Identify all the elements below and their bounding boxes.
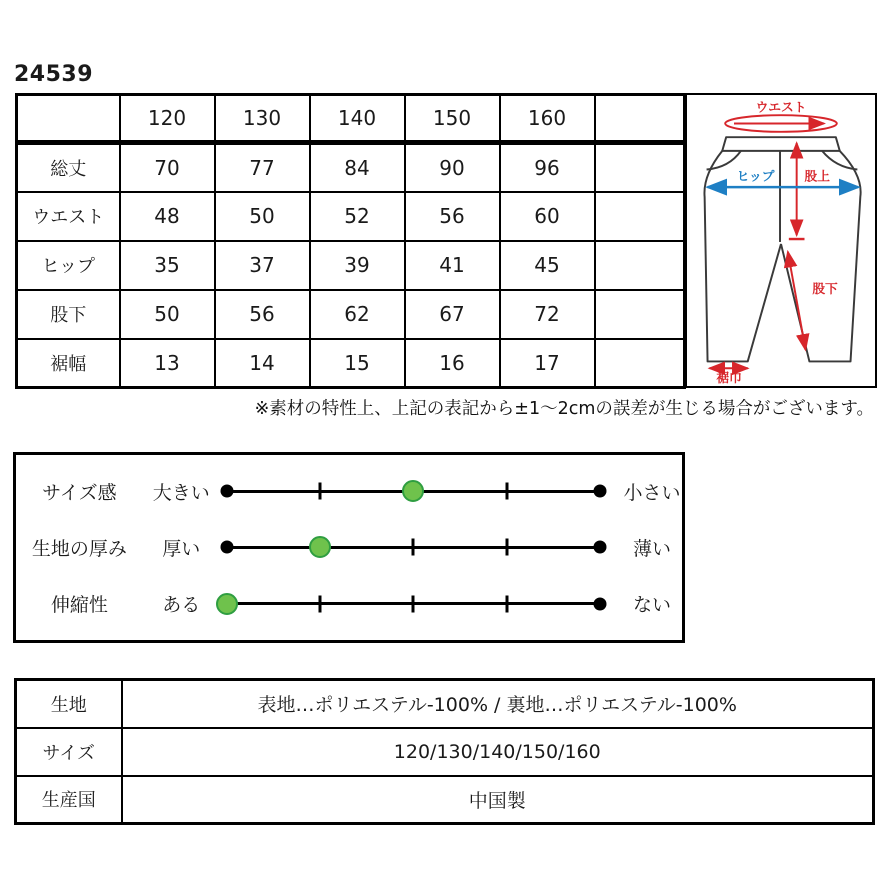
measure-value: 50 — [120, 290, 215, 339]
size-column-header-empty — [595, 95, 685, 143]
measure-value: 77 — [215, 143, 310, 192]
table-row — [17, 290, 685, 339]
size-column-header: 160 — [500, 95, 595, 143]
measure-label: 裾幅 — [17, 339, 120, 388]
detail-label: 生地 — [16, 680, 122, 728]
measure-label: ヒップ — [17, 241, 120, 290]
slider-left-label: ある — [162, 594, 201, 617]
table-row — [16, 680, 874, 728]
slider-left-label: 厚い — [162, 537, 201, 560]
detail-value: 120/130/140/150/160 — [122, 728, 874, 776]
measure-value: 17 — [500, 339, 595, 388]
measure-value: 13 — [120, 339, 215, 388]
measure-value-empty — [595, 143, 685, 192]
measure-value: 60 — [500, 192, 595, 241]
slider-track — [227, 477, 600, 505]
size-column-header: 130 — [215, 95, 310, 143]
slider-tick — [412, 539, 415, 556]
inseam-arrow — [788, 252, 806, 350]
slider-endpoint-dot — [594, 541, 607, 554]
slider-category-label: サイズ感 — [42, 481, 117, 504]
slider-endpoint-dot — [594, 597, 607, 610]
slider-tick — [319, 595, 322, 612]
product-details-table — [14, 678, 875, 825]
measure-value: 96 — [500, 143, 595, 192]
slider-tick — [505, 483, 508, 500]
table-row — [17, 143, 685, 192]
measure-value: 56 — [405, 192, 500, 241]
table-row — [17, 339, 685, 388]
size-table-corner-cell — [17, 95, 120, 143]
inseam-label: 股下 — [812, 280, 838, 296]
table-row — [17, 192, 685, 241]
slider-row-stretch — [16, 584, 682, 624]
waist-label: ウエスト — [755, 99, 807, 115]
measure-value: 84 — [310, 143, 405, 192]
measure-value: 48 — [120, 192, 215, 241]
hem-width-label: 裾巾 — [716, 369, 742, 385]
slider-endpoint-dot — [220, 541, 233, 554]
slider-right-label: ない — [633, 594, 672, 617]
measure-value: 72 — [500, 290, 595, 339]
measure-value: 39 — [310, 241, 405, 290]
product-code: 24539 — [14, 62, 94, 87]
size-column-header: 120 — [120, 95, 215, 143]
tolerance-note: ※素材の特性上、上記の表記から±1〜2cmの誤差が生じる場合がございます。 — [254, 399, 874, 419]
measure-value-empty — [595, 192, 685, 241]
detail-label: サイズ — [16, 728, 122, 776]
slider-category-label: 伸縮性 — [50, 594, 108, 617]
measure-value: 56 — [215, 290, 310, 339]
slider-tick — [505, 539, 508, 556]
slider-row-size-feel — [16, 471, 682, 511]
measure-value: 15 — [310, 339, 405, 388]
size-column-header: 140 — [310, 95, 405, 143]
attribute-sliders-panel — [13, 452, 685, 643]
slider-tick — [319, 483, 322, 500]
measure-value-empty — [595, 241, 685, 290]
measure-value: 62 — [310, 290, 405, 339]
slider-row-fabric-thickness — [16, 527, 682, 567]
table-row — [16, 776, 874, 824]
slider-marker — [309, 536, 331, 558]
slider-tick — [505, 595, 508, 612]
measure-value: 35 — [120, 241, 215, 290]
slider-category-label: 生地の厚み — [31, 537, 127, 560]
measure-value-empty — [595, 339, 685, 388]
detail-value: 表地…ポリエステル-100% / 裏地…ポリエステル-100% — [122, 680, 874, 728]
measure-value: 90 — [405, 143, 500, 192]
hip-label: ヒップ — [736, 168, 775, 184]
slider-marker — [216, 593, 238, 615]
measure-label: 股下 — [17, 290, 120, 339]
measure-value-empty — [595, 290, 685, 339]
slider-tick — [412, 595, 415, 612]
measure-value: 67 — [405, 290, 500, 339]
measure-value: 16 — [405, 339, 500, 388]
pants-diagram-svg — [687, 95, 875, 386]
measure-value: 14 — [215, 339, 310, 388]
table-row — [16, 728, 874, 776]
size-column-header: 150 — [405, 95, 500, 143]
slider-track — [227, 533, 600, 561]
measure-label: ウエスト — [17, 192, 120, 241]
size-table-header-row — [17, 95, 685, 143]
measure-value: 41 — [405, 241, 500, 290]
measure-value: 50 — [215, 192, 310, 241]
pants-measurement-diagram — [685, 93, 877, 388]
pants-outline — [704, 137, 860, 361]
measure-label: 総丈 — [17, 143, 120, 192]
slider-track — [227, 590, 600, 618]
table-row — [17, 241, 685, 290]
slider-endpoint-dot — [220, 485, 233, 498]
rise-label: 股上 — [804, 168, 830, 184]
slider-right-label: 小さい — [623, 481, 681, 504]
measure-value: 70 — [120, 143, 215, 192]
measure-value: 37 — [215, 241, 310, 290]
detail-label: 生産国 — [16, 776, 122, 824]
slider-right-label: 薄い — [633, 537, 672, 560]
measure-value: 45 — [500, 241, 595, 290]
detail-value: 中国製 — [122, 776, 874, 824]
size-table — [15, 93, 686, 389]
slider-endpoint-dot — [594, 485, 607, 498]
slider-marker — [402, 480, 424, 502]
measure-value: 52 — [310, 192, 405, 241]
slider-left-label: 大きい — [152, 481, 210, 504]
